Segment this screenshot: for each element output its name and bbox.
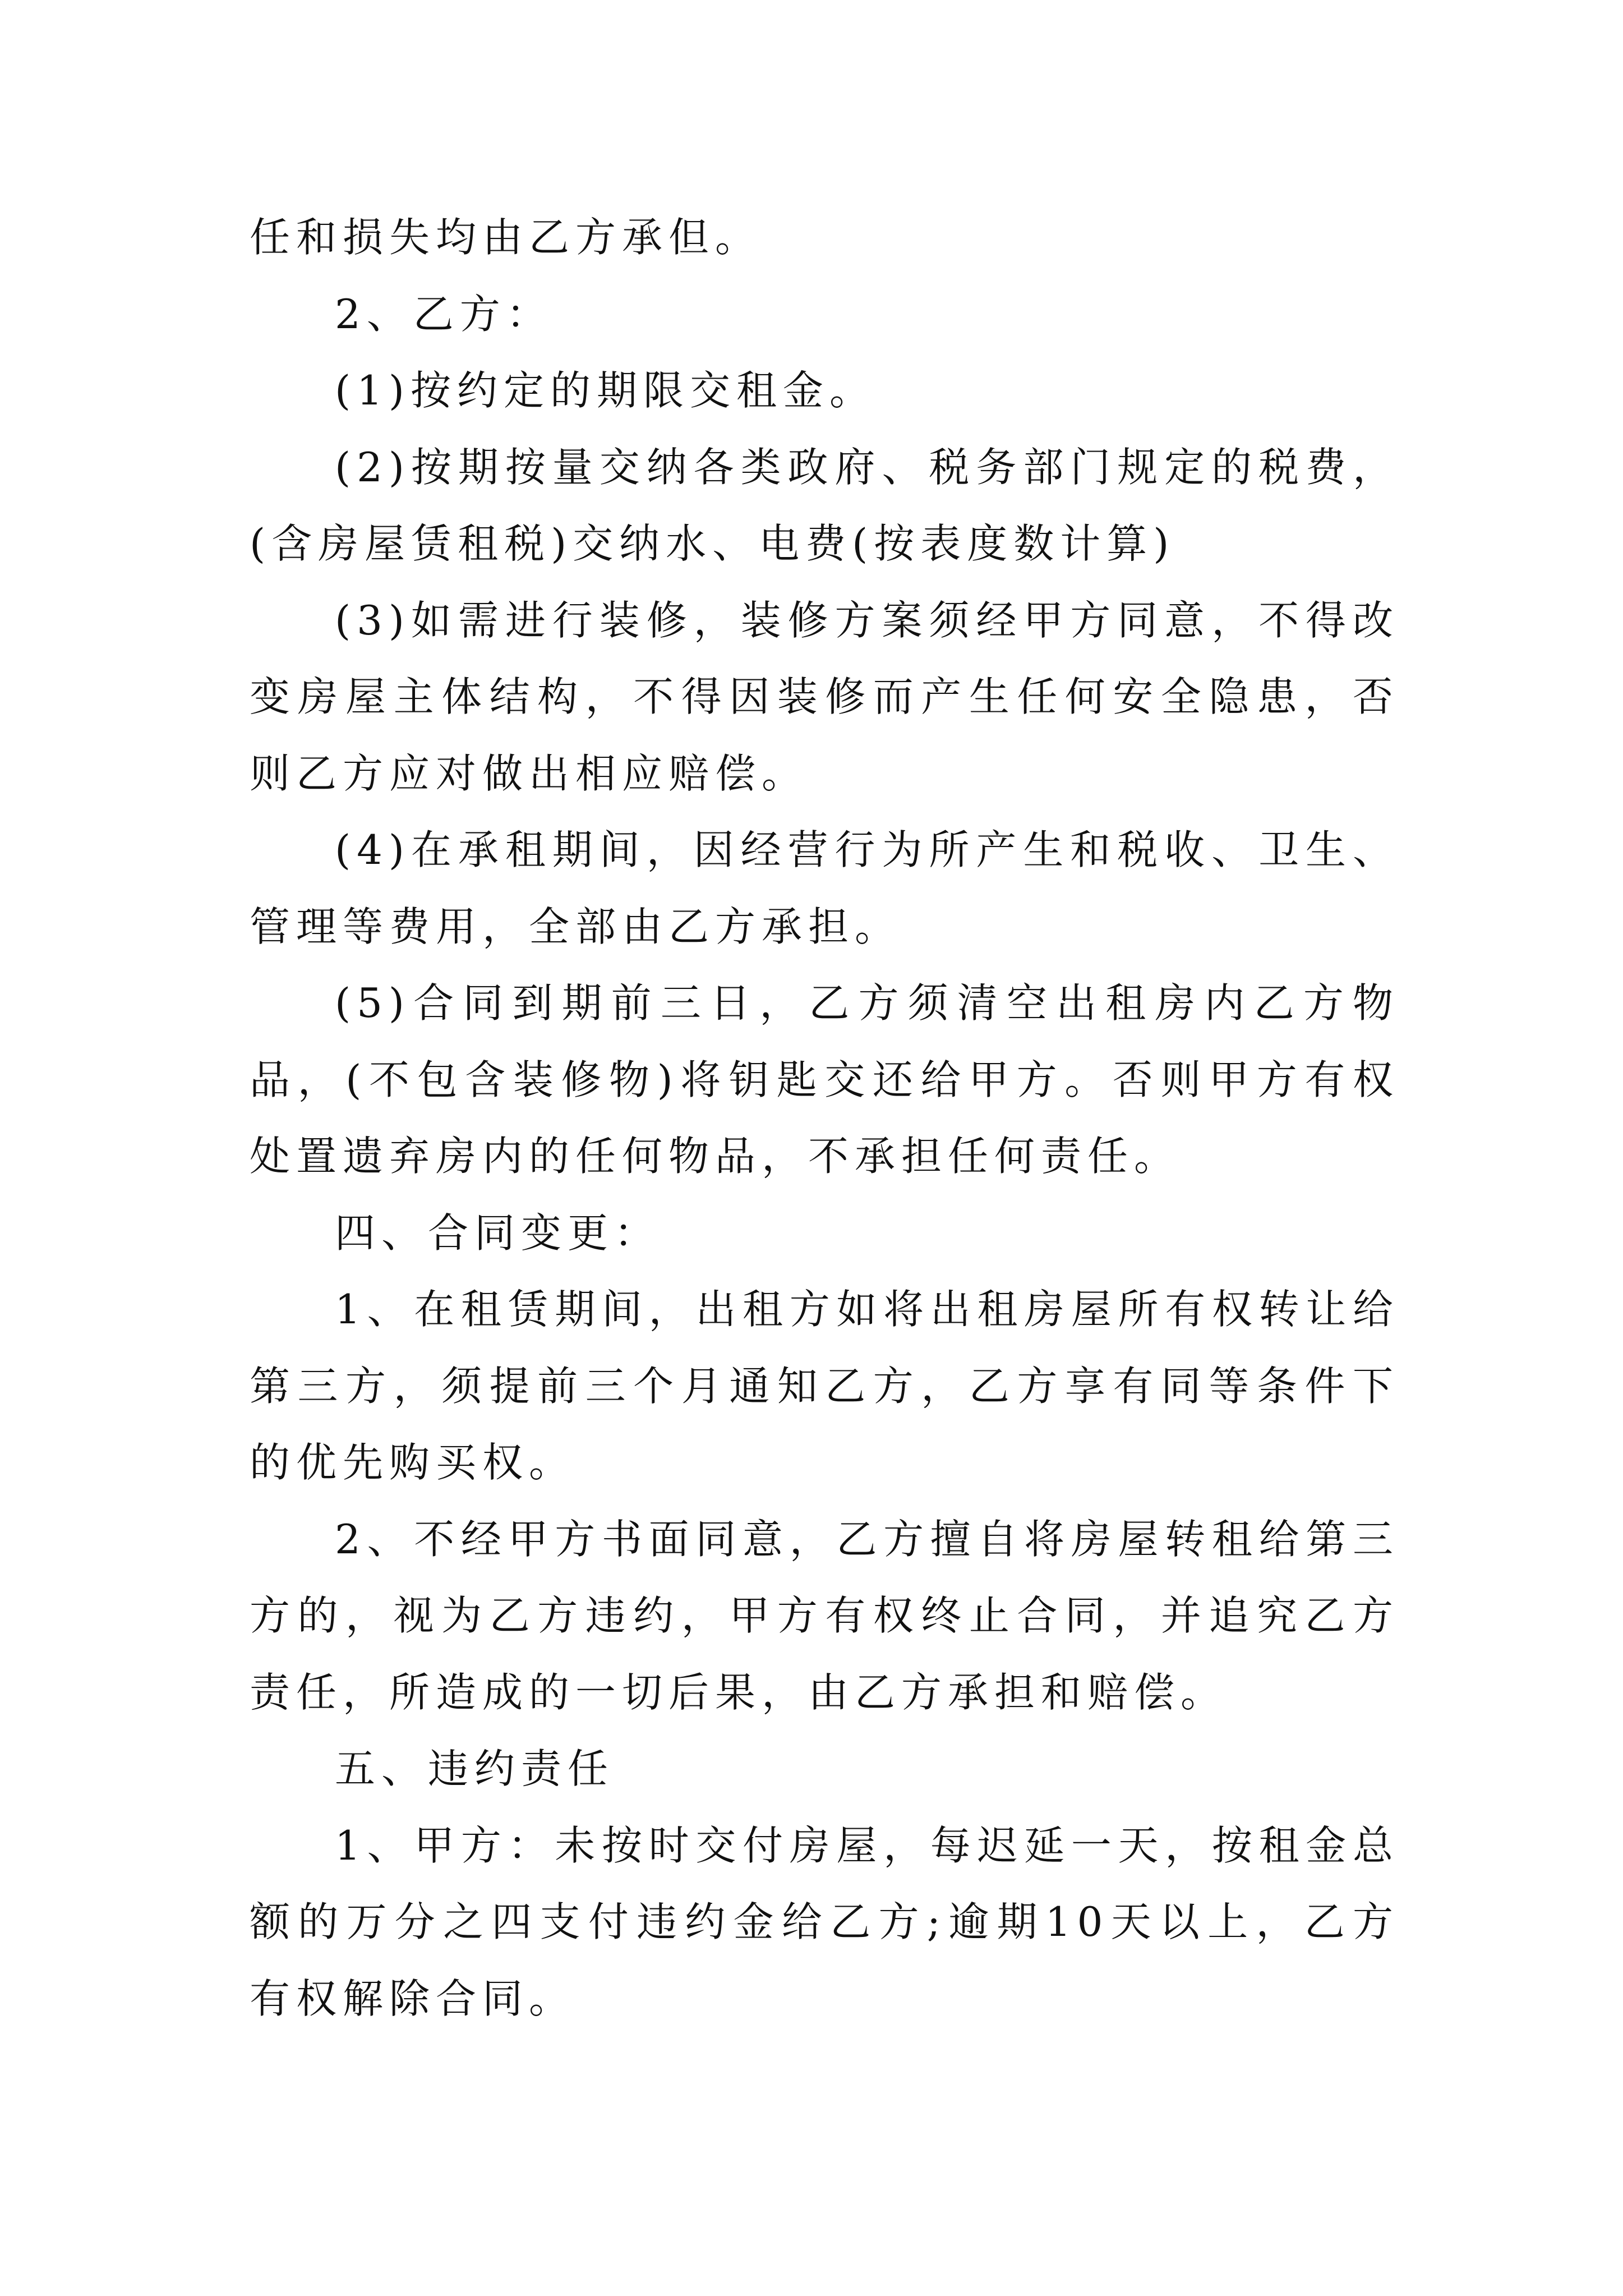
paragraph-change-1: 1、在租赁期间，出租方如将出租房屋所有权转让给第三方，须提前三个月通知乙方，乙方享有同等条件下的优先购买权。 — [250, 1286, 1399, 1486]
paragraph-item-4: (4)在承租期间，因经营行为所产生和税收、卫生、管理等费用，全部由乙方承担。 — [250, 826, 1399, 950]
document-body — [250, 199, 1399, 2037]
paragraph-party-b-heading: 2、乙方： — [335, 290, 553, 338]
paragraph-continuation: 任和损失均由乙方承但。 — [250, 214, 762, 261]
section-heading-contract-change: 四、合同变更： — [335, 1209, 661, 1257]
paragraph-item-3: (3)如需进行装修，装修方案须经甲方同意，不得改变房屋主体结构，不得因装修而产生任何安全隐患，否则乙方应对做出相应赔偿。 — [250, 596, 1399, 797]
paragraph-breach-1: 1、甲方：未按时交付房屋，每迟延一天，按租金总额的万分之四支付违约金给乙方;逾期10天以上，乙方有权解除合同。 — [250, 1821, 1399, 2022]
paragraph-item-1: (1)按约定的期限交租金。 — [335, 367, 876, 414]
paragraph-item-5: (5)合同到期前三日，乙方须清空出租房内乙方物品，(不包含装修物)将钥匙交还给甲方。否则甲方有权处置遗弃房内的任何物品，不承担任何责任。 — [250, 979, 1399, 1180]
paragraph-item-2: (2)按期按量交纳各类政府、税务部门规定的税费，(含房屋赁租税)交纳水、电费(按表度数计算) — [250, 443, 1399, 567]
section-heading-breach-liability: 五、违约责任 — [335, 1745, 615, 1792]
paragraph-change-2: 2、不经甲方书面同意，乙方擅自将房屋转租给第三方的，视为乙方违约，甲方有权终止合同，并追究乙方责任，所造成的一切后果，由乙方承担和赔偿。 — [250, 1515, 1399, 1716]
